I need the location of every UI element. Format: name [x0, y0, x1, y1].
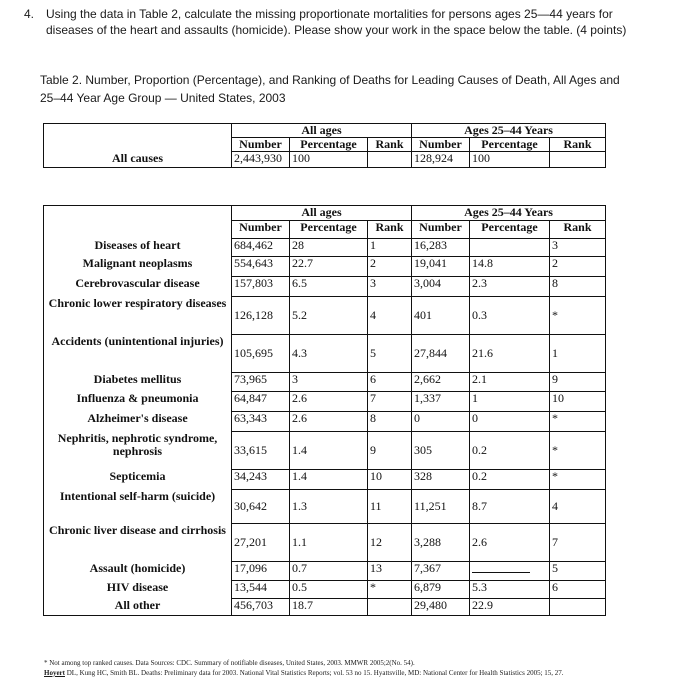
cell: * — [368, 581, 412, 599]
cell: 2.6 — [290, 392, 368, 412]
cell: 6 — [368, 373, 412, 392]
row-label: Influenza & pneumonia — [44, 392, 232, 412]
col-header: Percentage — [290, 138, 368, 152]
cell: 157,803 — [232, 277, 290, 297]
footnote-citation: DL, Kung HC, Smith BL. Deaths: Preliminary data for 2003. National Vital Statistics Reports; vol. 53 no 15. Hyattsville, MD: National Center for Health Statistics 2005; 15, 27. — [65, 669, 564, 677]
row-label: Malignant neoplasms — [44, 257, 232, 277]
cell: 6 — [550, 581, 606, 599]
cell: 3,288 — [412, 524, 470, 562]
cell: 22.9 — [470, 599, 550, 616]
cell: 6,879 — [412, 581, 470, 599]
cell: * — [550, 432, 606, 470]
table-row — [44, 257, 606, 277]
col-header: Percentage — [470, 221, 550, 239]
cell: 1 — [368, 239, 412, 257]
cell: 100 — [290, 152, 368, 168]
cell — [368, 599, 412, 616]
causes-table — [43, 205, 606, 616]
cell: 401 — [412, 297, 470, 335]
cell: 12 — [368, 524, 412, 562]
table-row — [44, 490, 606, 524]
cell: 1.1 — [290, 524, 368, 562]
cell: 13 — [368, 562, 412, 581]
table-row — [44, 392, 606, 412]
cell: 2,443,930 — [232, 152, 290, 168]
col-header: Number — [412, 138, 470, 152]
cell: 3,004 — [412, 277, 470, 297]
cell: 21.6 — [470, 335, 550, 373]
cell: 5 — [550, 562, 606, 581]
cell: 10 — [550, 392, 606, 412]
cell: 1.4 — [290, 432, 368, 470]
row-label: Septicemia — [44, 470, 232, 490]
cell: 128,924 — [412, 152, 470, 168]
cell: 0 — [470, 412, 550, 432]
cell: * — [550, 470, 606, 490]
question-text: Using the data in Table 2, calculate the missing proportionate mortalities for persons ages 25—44 years for diseases of the heart and assaults (homicide). Please show your work in the space below the table. (4 points) — [46, 7, 627, 37]
cell: 2.3 — [470, 277, 550, 297]
cell: 7,367 — [412, 562, 470, 581]
cell: 8 — [368, 412, 412, 432]
cell: 3 — [550, 239, 606, 257]
cell — [550, 152, 606, 168]
cell: 1 — [470, 392, 550, 412]
cell: * — [550, 412, 606, 432]
footnote-star: * Not among top ranked causes. Data Sources: CDC. Summary of notifiable diseases, United States, 2003. MMWR 2005;2(No. 54). — [44, 659, 415, 667]
cell: 4 — [368, 297, 412, 335]
cell: 17,096 — [232, 562, 290, 581]
cell: 8.7 — [470, 490, 550, 524]
row-label: Alzheimer's disease — [44, 412, 232, 432]
cell: 684,462 — [232, 239, 290, 257]
cell: 14.8 — [470, 257, 550, 277]
footnote-source — [44, 668, 634, 678]
table-row — [44, 470, 606, 490]
question-number: 4. — [24, 7, 35, 21]
cell: 0 — [412, 412, 470, 432]
cell: 10 — [368, 470, 412, 490]
cell: 2 — [368, 257, 412, 277]
cell: 4 — [550, 490, 606, 524]
cell: 22.7 — [290, 257, 368, 277]
row-label: Nephritis, nephrotic syndrome, nephrosis — [44, 432, 232, 470]
table-row — [44, 335, 606, 373]
cell: 11,251 — [412, 490, 470, 524]
all-causes-label: All causes — [44, 152, 232, 168]
group-header-25-44: Ages 25–44 Years — [412, 124, 606, 138]
cell: 305 — [412, 432, 470, 470]
col-header: Number — [412, 221, 470, 239]
cell: 2,662 — [412, 373, 470, 392]
cell: 13,544 — [232, 581, 290, 599]
cell — [368, 152, 412, 168]
table-row — [44, 297, 606, 335]
row-label: Accidents (unintentional injuries) — [44, 335, 232, 373]
table-row — [44, 581, 606, 599]
table-row — [44, 277, 606, 297]
cell: 6.5 — [290, 277, 368, 297]
missing-pct-cell[interactable] — [470, 562, 550, 581]
cell: 1,337 — [412, 392, 470, 412]
cell: 5 — [368, 335, 412, 373]
cell: 105,695 — [232, 335, 290, 373]
answer-blank — [472, 562, 530, 573]
cell: 16,283 — [412, 239, 470, 257]
cell: 100 — [470, 152, 550, 168]
cell: 27,201 — [232, 524, 290, 562]
cell: 554,643 — [232, 257, 290, 277]
row-label: Diabetes mellitus — [44, 373, 232, 392]
row-label: All other — [44, 599, 232, 616]
col-header: Number — [232, 138, 290, 152]
cell: 2.6 — [470, 524, 550, 562]
cell: 2.1 — [470, 373, 550, 392]
cell: 28 — [290, 239, 368, 257]
all-causes-table — [43, 123, 606, 168]
cell: 1 — [550, 335, 606, 373]
group-header-all-ages: All ages — [301, 205, 342, 219]
cell: 1.3 — [290, 490, 368, 524]
table-row — [44, 562, 606, 581]
cell: 9 — [368, 432, 412, 470]
cell: 0.2 — [470, 432, 550, 470]
cell: 3 — [368, 277, 412, 297]
cell: 5.2 — [290, 297, 368, 335]
cell: 328 — [412, 470, 470, 490]
cell — [550, 599, 606, 616]
row-label: Assault (homicide) — [44, 562, 232, 581]
cell: 5.3 — [470, 581, 550, 599]
cell: 7 — [550, 524, 606, 562]
cell: 73,965 — [232, 373, 290, 392]
table-caption: Table 2. Number, Proportion (Percentage), and Ranking of Deaths for Leading Causes of Death, All Ages and 25–44 Year Age Group — United States, 2003 — [40, 73, 620, 105]
cell: * — [550, 297, 606, 335]
row-label: Intentional self-harm (suicide) — [44, 490, 232, 524]
cell: 9 — [550, 373, 606, 392]
cell: 0.5 — [290, 581, 368, 599]
cell: 7 — [368, 392, 412, 412]
table-row — [44, 524, 606, 562]
cell: 30,642 — [232, 490, 290, 524]
cell: 27,844 — [412, 335, 470, 373]
col-header: Rank — [550, 221, 606, 239]
cell: 3 — [290, 373, 368, 392]
cell: 456,703 — [232, 599, 290, 616]
cell: 18.7 — [290, 599, 368, 616]
row-label: Chronic lower respiratory diseases — [44, 297, 232, 335]
col-header: Rank — [550, 138, 606, 152]
col-header: Number — [232, 221, 290, 239]
col-header: Percentage — [470, 138, 550, 152]
cell: 34,243 — [232, 470, 290, 490]
cell: 29,480 — [412, 599, 470, 616]
cell: 2.6 — [290, 412, 368, 432]
table-row — [44, 412, 606, 432]
footnote — [44, 658, 634, 678]
col-header: Percentage — [290, 221, 368, 239]
row-label: Chronic liver disease and cirrhosis — [44, 524, 232, 562]
cell: 8 — [550, 277, 606, 297]
cell: 64,847 — [232, 392, 290, 412]
cell: 0.2 — [470, 470, 550, 490]
table-row — [44, 599, 606, 616]
cell: 1.4 — [290, 470, 368, 490]
cell: 0.7 — [290, 562, 368, 581]
missing-pct-cell[interactable] — [470, 239, 550, 257]
cell: 11 — [368, 490, 412, 524]
col-header: Rank — [368, 138, 412, 152]
row-label: Cerebrovascular disease — [44, 277, 232, 297]
group-header-25-44: Ages 25–44 Years — [412, 206, 606, 221]
table-row — [44, 239, 606, 257]
cell: 19,041 — [412, 257, 470, 277]
col-header: Rank — [368, 221, 412, 239]
cell: 2 — [550, 257, 606, 277]
cell: 63,343 — [232, 412, 290, 432]
row-label: HIV disease — [44, 581, 232, 599]
cell: 33,615 — [232, 432, 290, 470]
cell: 126,128 — [232, 297, 290, 335]
row-label: Diseases of heart — [44, 239, 232, 257]
cell: 0.3 — [470, 297, 550, 335]
table-row — [44, 432, 606, 470]
cell: 4.3 — [290, 335, 368, 373]
table-row — [44, 373, 606, 392]
footnote-author: Hoyert — [44, 669, 65, 677]
group-header-all-ages: All ages — [301, 123, 342, 137]
